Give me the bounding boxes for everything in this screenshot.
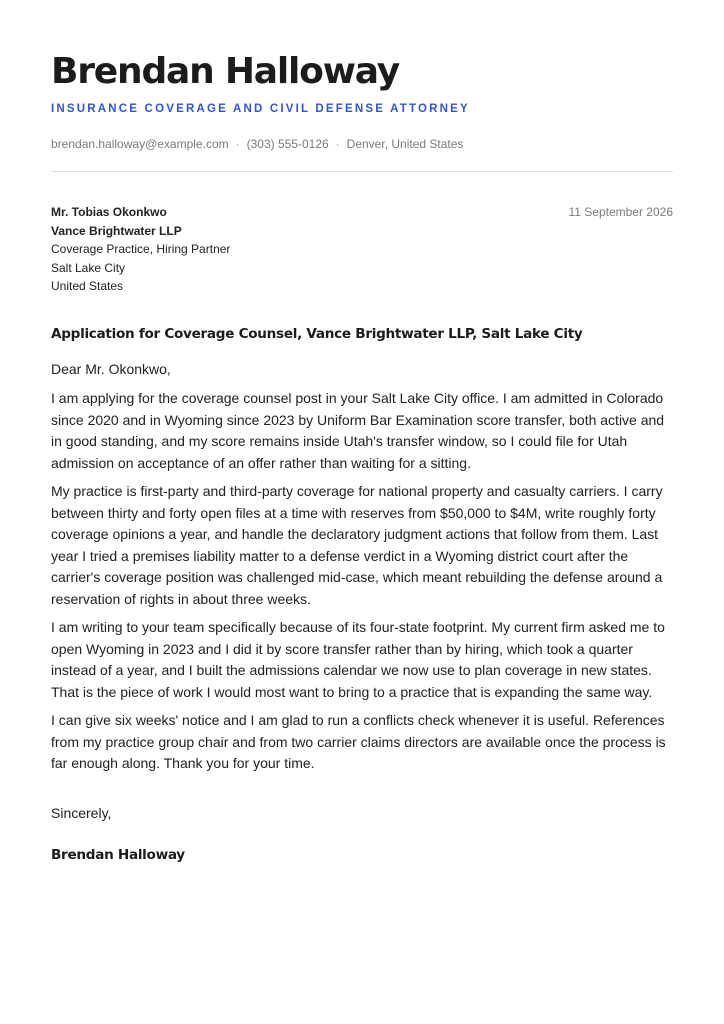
- applicant-name: Brendan Halloway: [51, 51, 400, 92]
- signature: Brendan Halloway: [51, 847, 185, 864]
- recipient-company: Vance Brightwater LLP: [51, 223, 182, 238]
- address-block: [51, 203, 673, 296]
- applicant-role: INSURANCE COVERAGE AND CIVIL DEFENSE ATTORNEY: [51, 103, 470, 115]
- recipient-country: United States: [51, 279, 124, 294]
- letter-subject: Application for Coverage Counsel, Vance Brightwater LLP, Salt Lake City: [51, 325, 583, 342]
- closing: Sincerely,: [51, 804, 112, 821]
- contact-location: Denver, United States: [346, 137, 464, 151]
- recipient-name: Mr. Tobias Okonkwo: [51, 205, 167, 219]
- recipient-city: Salt Lake City: [51, 260, 126, 275]
- header-divider: [51, 171, 673, 172]
- contact-separator: ·: [235, 137, 240, 151]
- body-paragraph: I can give six weeks' notice and I am glad to run a conflicts check whenever it is useful. References from my practice group chair and from two carrier claims directors are available once the process is far enough along. Thank you for your time.: [51, 712, 666, 772]
- contact-separator: ·: [335, 137, 340, 151]
- body-paragraph: I am applying for the coverage counsel post in your Salt Lake City office. I am admitted in Colorado since 2020 and in Wyoming since 2023 by Uniform Bar Examination score transfer, both active and in good standing, and my score remains inside Utah's transfer window, so I could file for Utah admission on acceptance of an offer rather than waiting for a sitting.: [51, 390, 665, 471]
- contact-email: brendan.halloway@example.com: [51, 137, 229, 151]
- letter-date: 11 September 2026: [568, 205, 673, 219]
- body-paragraph: I am writing to your team specifically because of its four-state footprint. My current firm asked me to open Wyoming in 2023 and I did it by score transfer rather than by hiring, which took a quarter instead of a year, and I built the admissions calendar we now use to plan coverage in new states. That is the piece of work I would most want to bring to a practice that is expanding the same way.: [51, 619, 665, 700]
- salutation: Dear Mr. Okonkwo,: [51, 360, 171, 377]
- recipient-title: Coverage Practice, Hiring Partner: [51, 242, 231, 257]
- contact-line: [51, 136, 673, 152]
- body-paragraph: My practice is first-party and third-party coverage for national property and casualty carriers. I carry between thirty and forty open files at a time with reserves from $50,000 to $4M, write roughly forty coverage opinions a year, and handle the declaratory judgment actions that follow from them. Last year I tried a premises liability matter to a defense verdict in a Wyoming district court after the carrier's coverage position was challenged mid-case, which meant rebuilding the defense around a reservation of rights in about three weeks.: [51, 483, 663, 607]
- cover-letter: [51, 50, 673, 864]
- contact-phone: (303) 555-0126: [246, 137, 329, 151]
